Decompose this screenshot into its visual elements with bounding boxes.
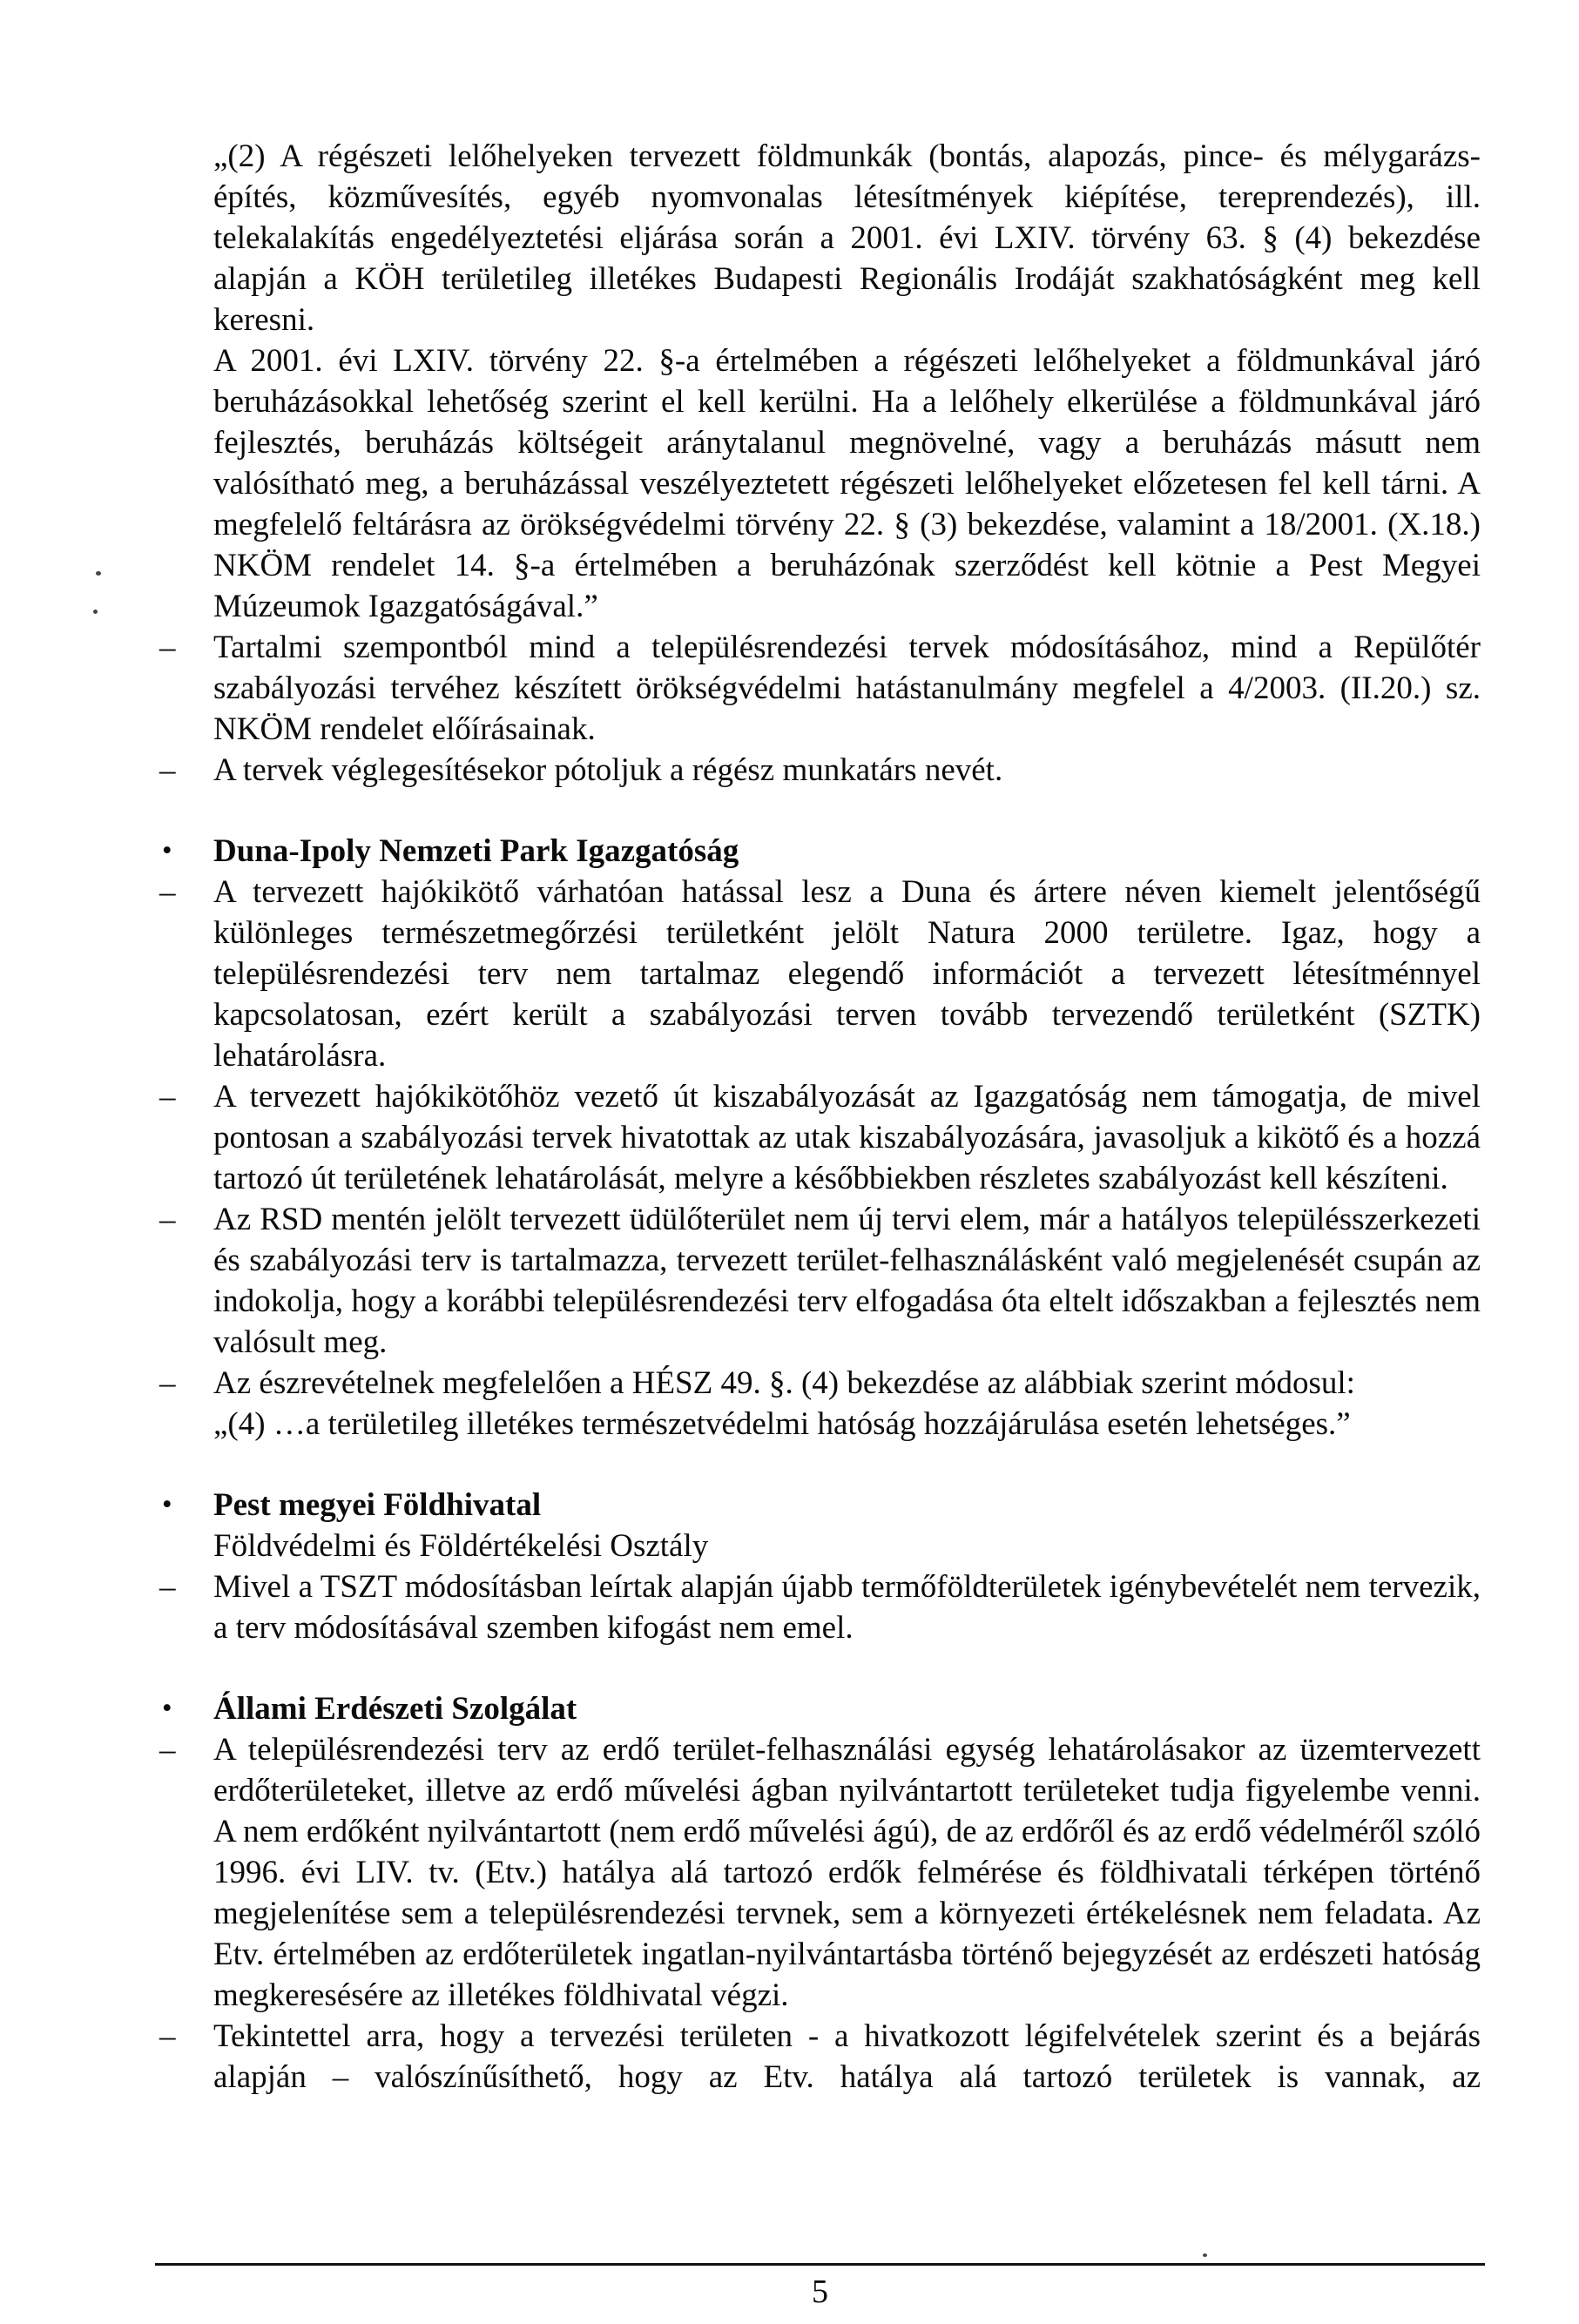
dash-item-text: A tervek véglegesítésekor pótoljuk a régész munkatárs nevét. [213, 752, 1003, 788]
dash-item-text: A településrendezési terv az erdő terület-felhasználási egység lehatárolásakor az üzemtervezett erdőterületeket, illetve az erdő művelési ágban nyilvántartott területeket tudja figyelembe venni. A nem erdőként nyilvántartott (nem erdő művelési ágú), de az erdőről és az erdő védelméről szóló 1996. évi LIV. tv. (Etv.) hatálya alá tartozó erdők felmérése és földhivatali térképen történő megjelenítése sem a településrendezési tervnek, sem a környezeti értékelésnek nem feladata. Az Etv. értelmében az erdőterületek ingatlan-nyilvántartásba történő bejegyzését az erdészeti hatóság megkeresésére az illetékes földhivatal végzi. [213, 1732, 1481, 2013]
scan-speck [96, 571, 101, 576]
page-number: 5 [812, 2273, 828, 2310]
dash-marker: – [159, 1079, 176, 1115]
scan-speck [1203, 2253, 1207, 2257]
quoted-provision-line [159, 1404, 1481, 1445]
section-subtitle [159, 1526, 1481, 1566]
footer-rule [155, 2263, 1485, 2266]
dash-item-text: Az észrevételnek megfelelően a HÉSZ 49. §. (4) bekezdése az alábbiak szerint módosul: [213, 1365, 1355, 1401]
section-heading-text: Duna-Ipoly Nemzeti Park Igazgatóság [213, 833, 739, 869]
dash-item-text: A tervezett hajókikötőhöz vezető út kiszabályozását az Igazgatóság nem támogatja, de mivel pontosan a szabályozási tervek hivatottak az utak kiszabályozására, javasoljuk a kikötő és a hozzá tartozó út területének lehatárolását, melyre a későbbiekben részletes szabályozást kell készíteni. [213, 1079, 1481, 1196]
section-heading-erdeszeti [159, 1688, 1481, 1729]
dash-item-text: Az RSD mentén jelölt tervezett üdülőterület nem új tervi elem, már a hatályos településszerkezeti és szabályozási terv is tartalmazza, tervezett terület-felhasználásként való megjelenését csupán az indokolja, hogy a korábbi településrendezési terv elfogadása óta eltelt időszakban a fejlesztés nem valósult meg. [213, 1202, 1481, 1360]
paragraph [159, 136, 1481, 340]
dash-marker: – [159, 1732, 176, 1768]
section-heading-foldhivatal [159, 1485, 1481, 1526]
dash-item [159, 872, 1481, 1076]
document-body [159, 136, 1481, 2098]
bullet-icon: • [162, 1489, 172, 1520]
dash-marker: – [159, 1365, 176, 1401]
dash-item [159, 1076, 1481, 1199]
dash-item [159, 1729, 1481, 2016]
dash-item [159, 750, 1481, 791]
dash-marker: – [159, 2018, 176, 2054]
dash-item [159, 1363, 1481, 1404]
dash-item-text: Mivel a TSZT módosításban leírtak alapján újabb termőföldterületek igénybevételét nem tervezik, a terv módosításával szemben kifogást nem emel. [213, 1569, 1481, 1646]
paragraph [159, 340, 1481, 627]
scan-speck [93, 610, 98, 614]
paragraph-text: „(2) A régészeti lelőhelyeken tervezett földmunkák (bontás, alapozás, pince- és mélygarázs-építés, közművesítés, egyéb nyomvonalas létesítmények kiépítése, tereprendezés), ill. telekalakítás engedélyeztetési eljárása során a 2001. évi LXIV. törvény 63. § (4) bekezdése alapján a KÖH területileg illetékes Budapesti Regionális Irodáját szakhatóságként meg kell keresni. [213, 138, 1481, 338]
bullet-icon: • [162, 835, 172, 866]
dash-item [159, 1199, 1481, 1363]
dash-marker: – [159, 1202, 176, 1237]
dash-item [159, 2016, 1481, 2098]
section-heading-text: Pest megyei Földhivatal [213, 1487, 542, 1523]
dash-item-text: A tervezett hajókikötő várhatóan hatással lesz a Duna és ártere néven kiemelt jelentőségű különleges természetmegőrzési területként jelölt Natura 2000 területre. Igaz, hogy a településrendezési terv nem tartalmaz elegendő információt a tervezett létesítménnyel kapcsolatosan, ezért került a szabályozási terven tovább tervezendő területként (SZTK) lehatárolásra. [213, 874, 1481, 1074]
paragraph-text: A 2001. évi LXIV. törvény 22. §-a értelmében a régészeti lelőhelyeket a földmunkával járó beruházásokkal lehetőség szerint el kell kerülni. Ha a lelőhely elkerülése a földmunkával járó fejlesztés, beruházás költségeit aránytalanul megnövelné, vagy a beruházás másutt nem valósítható meg, a beruházással veszélyeztetett régészeti lelőhelyeket előzetesen fel kell tárni. A megfelelő feltárásra az örökségvédelmi törvény 22. § (3) bekezdése, valamint a 18/2001. (X.18.) NKÖM rendelet 14. §-a értelmében a beruházónak szerződést kell kötnie a Pest Megyei Múzeumok Igazgatóságával.” [213, 343, 1481, 624]
quoted-provision-text: „(4) …a területileg illetékes természetvédelmi hatóság hozzájárulása esetén lehetséges.” [213, 1406, 1351, 1442]
bullet-icon: • [162, 1693, 172, 1724]
section-heading-text: Állami Erdészeti Szolgálat [213, 1691, 577, 1727]
section-subtitle-text: Földvédelmi és Földértékelési Osztály [213, 1528, 709, 1564]
dash-marker: – [159, 630, 176, 665]
dash-marker: – [159, 874, 176, 910]
dash-item [159, 627, 1481, 750]
dash-item [159, 1566, 1481, 1648]
dash-marker: – [159, 752, 176, 788]
section-heading-duna-ipoly [159, 831, 1481, 872]
dash-item-text: Tekintettel arra, hogy a tervezési területen - a hivatkozott légifelvételek szerint és a bejárás alapján – valószínűsíthető, hogy az Etv. hatálya alá tartozó területek is vannak, az [213, 2018, 1481, 2095]
dash-marker: – [159, 1569, 176, 1605]
dash-item-text: Tartalmi szempontból mind a településrendezési tervek módosításához, mind a Repülőtér szabályozási tervéhez készített örökségvédelmi hatástanulmány megfelel a 4/2003. (II.20.) sz. NKÖM rendelet előírásainak. [213, 630, 1481, 747]
